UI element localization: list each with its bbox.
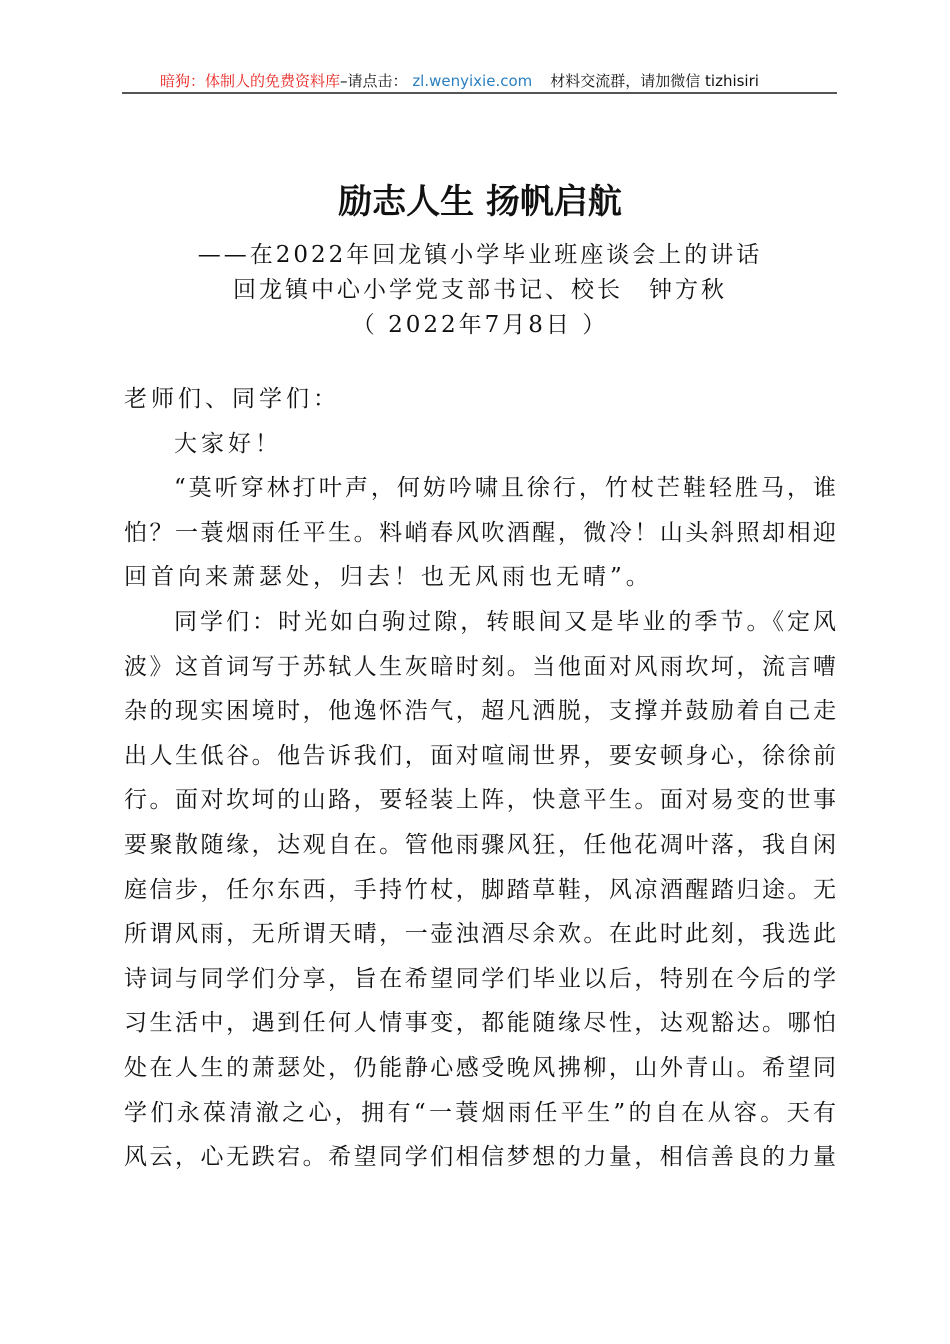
paragraph-line: 习生活中，遇到任何人情事变，都能随缘尽性，达观豁达。哪怕 bbox=[124, 1010, 836, 1037]
header-note: 材料交流群，请加微信 tizhisiri bbox=[550, 72, 759, 90]
paragraph-line: 处在人生的萧瑟处，仍能静心感受晚风拂柳，山外青山。希望同 bbox=[124, 1054, 836, 1081]
paragraph-line: 所谓风雨，无所谓天晴，一壶浊酒尽余欢。在此时此刻，我选此 bbox=[124, 921, 836, 948]
paragraph-line: 杂的现实困境时，他逸怀浩气，超凡洒脱，支撑并鼓励着自己走 bbox=[124, 698, 836, 725]
document-title: 励志人生 扬帆启航 bbox=[338, 182, 622, 222]
document-date: （ 2022年7月8日 ） bbox=[351, 312, 609, 338]
paragraph-line: 怕？一蓑烟雨任平生。料峭春风吹酒醒，微冷！山头斜照却相迎 bbox=[124, 519, 836, 546]
salutation: 老师们、同学们： bbox=[124, 386, 340, 412]
paragraph bbox=[124, 600, 836, 1180]
paragraph-line: 同学们：时光如白驹过隙，转眼间又是毕业的季节。《定风 bbox=[174, 608, 836, 635]
paragraph-line: 波》这首词写于苏轼人生灰暗时刻。当他面对风雨坎坷，流言嘈 bbox=[124, 653, 836, 680]
paragraph-line: 回首向来萧瑟处，归去！也无风雨也无晴”。 bbox=[124, 564, 653, 591]
document-subtitle: ——在2022年回龙镇小学毕业班座谈会上的讲话 bbox=[197, 242, 763, 268]
header-prompt: –请点击： bbox=[340, 72, 408, 90]
header-divider bbox=[122, 92, 837, 94]
header-brand: 暗狗：体制人的免费资料库 bbox=[160, 72, 341, 90]
header-link[interactable]: zl.wenyixie.com bbox=[412, 72, 533, 90]
paragraph-line: 诗词与同学们分享，旨在希望同学们毕业以后，特别在今后的学 bbox=[124, 965, 836, 992]
paragraph-line: “莫听穿林打叶声，何妨吟啸且徐行，竹杖芒鞋轻胜马，谁 bbox=[174, 475, 836, 502]
page-header bbox=[160, 70, 840, 91]
document-author: 回龙镇中心小学党支部书记、校长 钟方秋 bbox=[233, 277, 727, 303]
paragraph-line: 风云，心无跌宕。希望同学们相信梦想的力量，相信善良的力量 bbox=[124, 1144, 836, 1171]
document-body bbox=[124, 377, 836, 1180]
paragraph-line: 要聚散随缘，达观自在。管他雨骤风狂，任他花凋叶落，我自闲 bbox=[124, 831, 836, 858]
paragraph-line: 学们永葆清澈之心，拥有“一蓑烟雨任平生”的自在从容。天有 bbox=[124, 1099, 836, 1126]
paragraph-line: 出人生低谷。他告诉我们，面对喧闹世界，要安顿身心，徐徐前 bbox=[124, 742, 836, 769]
paragraph bbox=[124, 466, 836, 600]
paragraph-line: 庭信步，任尔东西，手持竹杖，脚踏草鞋，风凉酒醒踏归途。无 bbox=[124, 876, 836, 903]
paragraph-line: 行。面对坎坷的山路，要轻装上阵，快意平生。面对易变的世事 bbox=[124, 787, 836, 814]
greeting: 大家好！ bbox=[174, 430, 282, 457]
